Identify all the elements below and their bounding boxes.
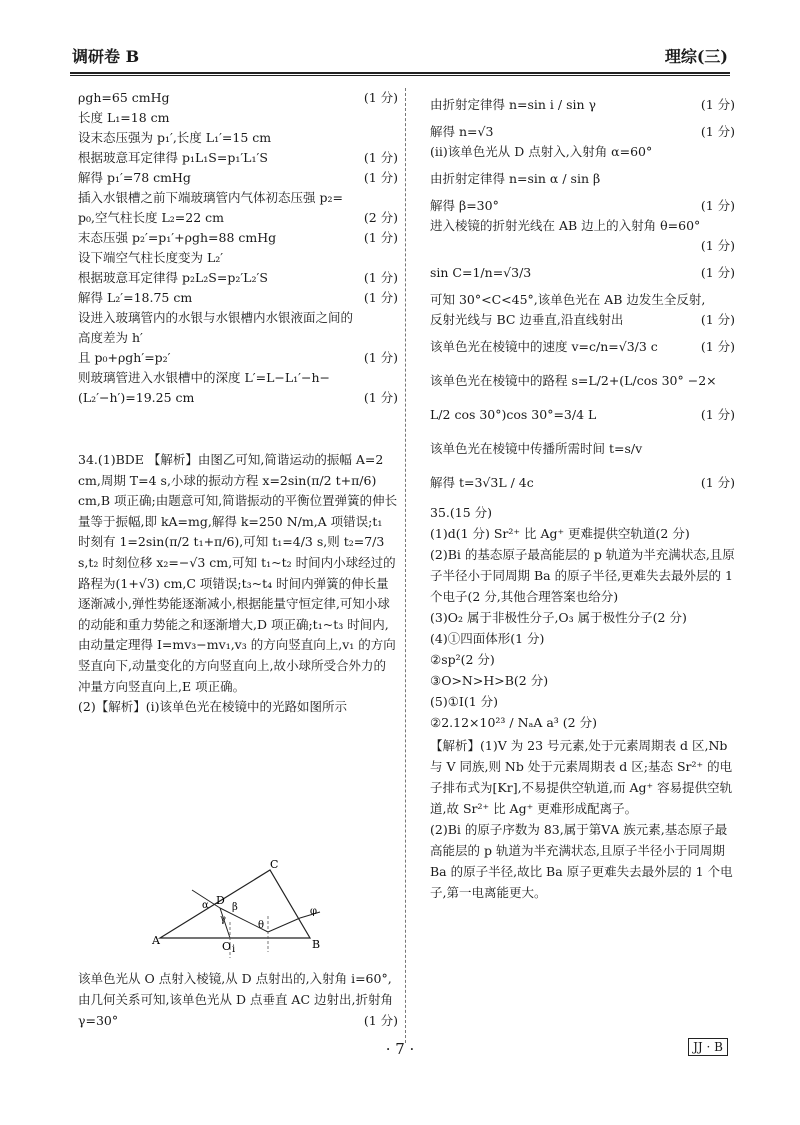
reflected-ray (268, 918, 300, 932)
q35-line: (2)Bi 的基态原子最高能层的 p 轨道为半充满状态,且原子半径小于同周期 Ba 的原子半径,更难失去最外层的 1 个电子(2 分,其他合理答案也给分) (430, 547, 735, 604)
q35-line: (5)①Ⅰ(1 分) (430, 694, 499, 709)
right-line: L/2 cos 30°)cos 30°=3/4 L (1 分) (430, 407, 735, 422)
label-a: A (152, 934, 160, 947)
column-divider (405, 88, 406, 1043)
left-line: (L₂′−h′)=19.25 cm (1 分) (78, 390, 398, 405)
left-line: 且 p₀+ρgh′=p₂′ (1 分) (78, 350, 398, 365)
label-o: O (222, 940, 232, 953)
right-line: 该单色光在棱镜中的速度 v=c/n=√3/3 c (1 分) (430, 339, 735, 354)
header-right: 理综(三) (664, 47, 728, 66)
right-line: 该单色光在棱镜中传播所需时间 t=s/v (430, 441, 643, 456)
label-beta: β (232, 902, 238, 913)
right-line: (ⅱ)该单色光从 D 点射入,入射角 α=60° (430, 144, 653, 159)
right-line: 由折射定律得 n=sin α / sin β (430, 171, 601, 186)
header-rule-thin (70, 75, 730, 76)
right-line: 解得 β=30° (1 分) (430, 198, 735, 213)
q34-paragraph (78, 450, 398, 718)
prism-diagram (150, 860, 350, 960)
paper-code: JJ · B (688, 1038, 728, 1056)
left-line: 插入水银槽之前下端玻璃管内气体初态压强 p₂= (78, 190, 343, 205)
left-line: ρgh=65 cmHg (1 分) (78, 90, 398, 105)
right-line: 该单色光在棱镜中的路程 s=L/2+(L/cos 30° −2× (430, 373, 717, 388)
q34-part2: (2)【解析】(ⅰ)该单色光在棱镜中的光路如图所示 (78, 699, 347, 715)
q35-line: ②sp²(2 分) (430, 652, 495, 667)
label-c: C (270, 860, 279, 871)
left-line: 高度差为 h′ (78, 330, 143, 345)
right-line: (1 分) (700, 238, 735, 253)
page-number: · 7 · (385, 1040, 415, 1058)
right-line: sin C=1/n=√3/3 (1 分) (430, 265, 735, 280)
left-line: 根据玻意耳定律得 p₂L₂S=p₂′L₂′S (1 分) (78, 270, 398, 285)
right-line: 进入棱镜的折射光线在 AB 边上的入射角 θ=60° (430, 218, 701, 233)
right-column (430, 88, 735, 903)
left-line: p₀,空气柱长度 L₂=22 cm (2 分) (78, 210, 398, 225)
left-column (78, 88, 398, 408)
q35-line: ②2.12×10²³ / NₐA a³ (2 分) (430, 715, 597, 730)
q35-line: (3)O₂ 属于非极性分子,O₃ 属于极性分子(2 分) (430, 610, 687, 625)
left-line: 设末态压强为 p₁′,长度 L₁′=15 cm (78, 130, 272, 145)
right-line: 解得 n=√3 (1 分) (430, 124, 735, 139)
left-line: 解得 p₁′=78 cmHg (1 分) (78, 170, 398, 185)
right-line: 解得 t=3√3L / 4c (1 分) (430, 475, 735, 490)
label-phi: φ (310, 906, 318, 917)
left-line: 长度 L₁=18 cm (78, 110, 170, 125)
header-left: 调研卷 B (72, 47, 140, 66)
q35-analysis-1: 【解析】(1)V 为 23 号元素,处于元素周期表 d 区,Nb 与 V 同族,则 Nb 处于元素周期表 d 区;基态 Sr²⁺ 的电子排布式为[Kr],不易提供空轨道,而 Ag⁺ 容易提供空轨道,故 Sr²⁺ 比 Ag⁺ 更难形成配离子。 (430, 738, 733, 816)
q35-line: ③O>N>H>B(2 分) (430, 673, 549, 688)
q35-line: 35.(15 分) (430, 505, 493, 520)
label-theta: θ (258, 920, 265, 931)
label-b: B (312, 938, 321, 951)
q35-line: (4)①四面体形(1 分) (430, 631, 545, 646)
right-line: 由折射定律得 n=sin i / sin γ (1 分) (430, 97, 735, 112)
q35-answers (430, 502, 735, 903)
left-line: 末态压强 p₂′=p₁′+ρgh=88 cmHg (1 分) (78, 230, 398, 245)
q35-line: (1)d(1 分) Sr²⁺ 比 Ag⁺ 更难提供空轨道(2 分) (430, 526, 690, 541)
label-alpha: α (202, 900, 209, 911)
left-line: 设下端空气柱长度变为 L₂′ (78, 250, 224, 265)
q35-analysis-2: (2)Bi 的原子序数为 83,属于第ⅤA 族元素,基态原子最高能层的 p 轨道为半充满状态,且原子半径小于同周期 Ba 的原子半径,故比 Ba 原子更难失去最外层的 1 个电子,第一电离能更大。 (430, 822, 733, 900)
left-line: 解得 L₂′=18.75 cm (1 分) (78, 290, 398, 305)
q34-part1: 34.(1)BDE 【解析】由图乙可知,简谐运动的振幅 A=2 cm,周期 T=4 s,小球的振动方程 x=2sin(π/2 t+π/6) cm,B 项正确;由题意可知,简谐振动的平衡位置弹簧的伸长量等于振幅,即 kA=mg,解得 k=250 N/m,A 项错误;t₁ 时刻有 1=2sin(π/2 t₁+π/6),可知 t₁=4/3 s,则 t₂=7/3 s,t₂ 时刻位移 x₂=−√3 cm,可知 t₁~t₂ 时间内小球经过的路程为(1+√3) cm,C 项错误;t₃~t₄ 时间内弹簧的伸长量逐渐减小,弹性势能逐渐减小,根据能量守恒定律,可知小球的动能和重力势能之和逐渐增大,D 项正确;t₁~t₃ 时间内,由动量定理得 I=mv₃−mv₁,v₃ 的方向竖直向上,v₁ 的方向竖直向下,动量变化的方向竖直向上,故小球所受合外力的冲量方向竖直向上,E 项正确。 (78, 452, 398, 694)
header-rule (70, 72, 730, 74)
right-line: 可知 30°<C<45°,该单色光在 AB 边发生全反射, (430, 292, 706, 307)
left-line: 设进入玻璃管内的水银与水银槽内水银液面之间的 (78, 310, 354, 325)
label-i: i (232, 944, 236, 955)
left-line: 根据玻意耳定律得 p₁L₁S=p₁′L₁′S (1 分) (78, 150, 398, 165)
right-line: 反射光线与 BC 边垂直,沿直线射出 (1 分) (430, 312, 735, 327)
left-line: 则玻璃管进入水银槽中的深度 L′=L−L₁′−h− (78, 370, 331, 385)
label-d: D (216, 894, 225, 907)
label-gamma: γ (220, 914, 226, 925)
q34-bottom: 该单色光从 O 点射入棱镜,从 D 点射出的,入射角 i=60°,由几何关系可知,该单色光从 D 点垂直 AC 边射出,折射角 γ=30° (1 分) (78, 971, 398, 1028)
